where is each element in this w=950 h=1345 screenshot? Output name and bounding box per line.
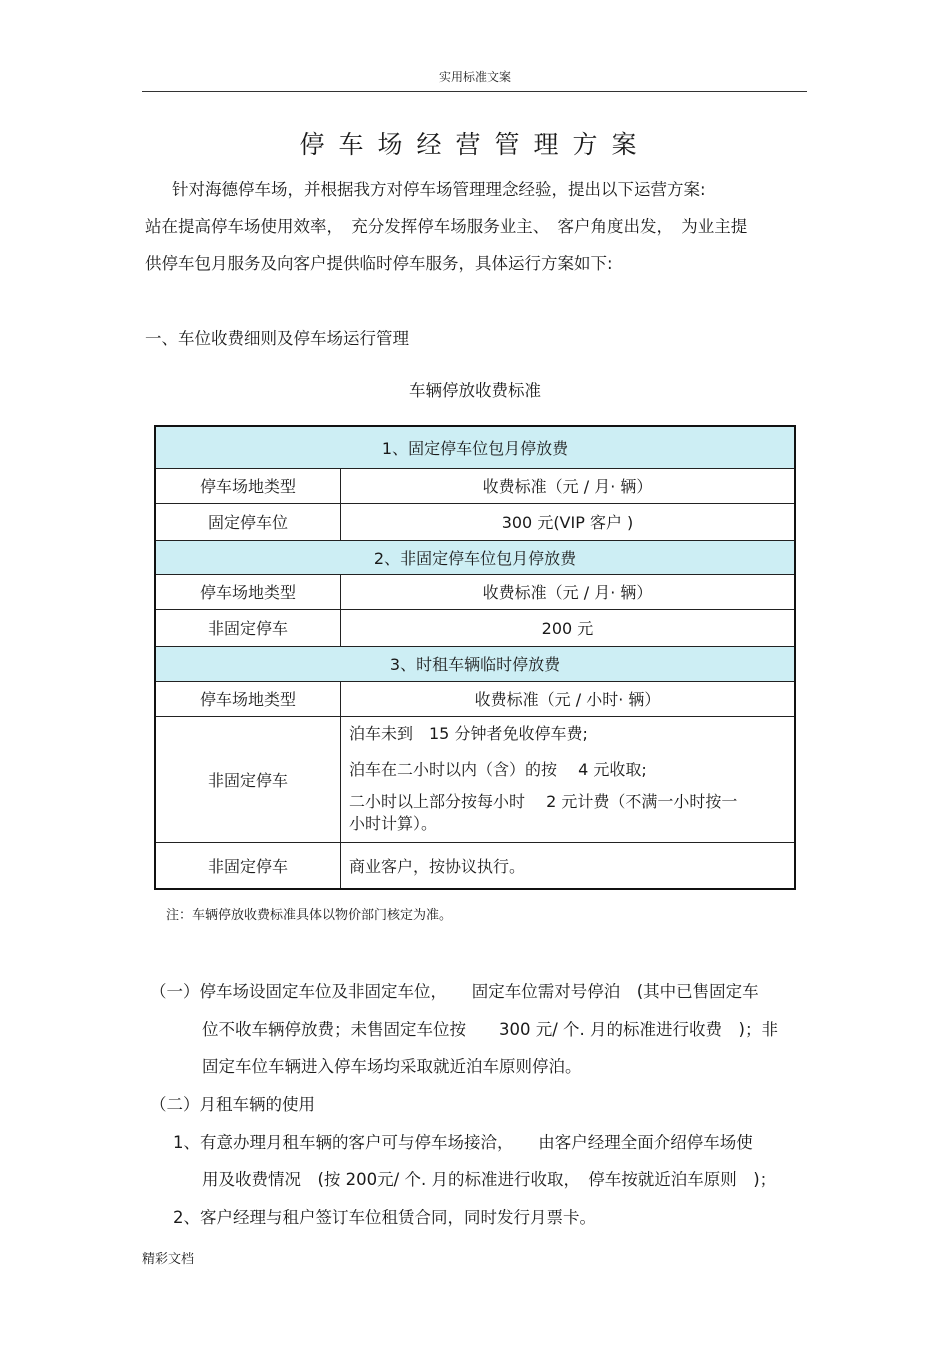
cell-type: 停车场地类型 [155,468,341,503]
band-hourly: 3、时租车辆临时停放费 [155,646,795,681]
intro-line-2: 站在提高停车场使用效率， 充分发挥停车场服务业主、 客户角度出发， 为业主提 [145,217,748,236]
fee-rule-line: 小时计算）。 [349,814,438,833]
cell-type: 非固定停车 [155,842,341,889]
table-row [155,716,795,842]
cell-type: 停车场地类型 [155,574,341,609]
fee-rule-line: 二小时以上部分按每小时 2 元计费（不满一小时按一 [349,792,738,811]
page-header: 实用标准文案 [438,70,511,84]
cell-fee: 200 元 [341,609,796,646]
page-footer: 精彩文档 [142,1252,195,1267]
table-row [155,842,795,889]
cell-fee: 收费标准（元 / 月· 辆） [341,468,796,503]
cell-fee: 收费标准（元 / 小时· 辆） [341,681,796,716]
cell-fee: 商业客户，按协议执行。 [341,842,796,889]
cell-type: 固定停车位 [155,503,341,540]
body-para-1-line-2: 位不收车辆停放费；未售固定车位按 300 元/ 个. 月的标准进行收费 )；非 [202,1020,778,1039]
body-item-2: 2、客户经理与租户签订车位租赁合同，同时发行月票卡。 [173,1208,596,1227]
cell-fee: 收费标准（元 / 月· 辆） [341,574,796,609]
table-row [155,574,795,609]
fee-rule-line: 泊车在二小时以内（含）的按 4 元收取; [349,760,647,779]
body-para-1-line-3: 固定车位车辆进入停车场均采取就近泊车原则停泊。 [202,1057,582,1076]
table-band-row [155,646,795,681]
cell-fee: 300 元(VIP 客户 ) [341,503,796,540]
table-row [155,681,795,716]
cell-type: 停车场地类型 [155,681,341,716]
band-monthly-fixed: 1、固定停车位包月停放费 [155,426,795,468]
section-heading-1: 一、车位收费细则及停车场运行管理 [145,329,409,348]
band-monthly-nonfixed: 2、非固定停车位包月停放费 [155,540,795,574]
document-title: 停车场经营管理方案 [299,130,651,159]
cell-type: 非固定停车 [155,609,341,646]
body-item-1-line-1: 1、有意办理月租车辆的客户可与停车场接洽， 由客户经理全面介绍停车场使 [173,1133,753,1152]
body-item-1-line-2: 用及收费情况 (按 200元/ 个. 月的标准进行收取， 停车按就近泊车原则 )； [202,1170,777,1189]
fee-table [154,425,796,890]
header-rule [142,91,807,92]
table-band-row [155,426,795,468]
table-note: 注：车辆停放收费标准具体以物价部门核定为准。 [166,908,453,923]
intro-line-1: 针对海德停车场，并根据我方对停车场管理理念经验，提出以下运营方案: [172,180,706,199]
table-row [155,609,795,646]
fee-rule-line: 泊车未到 15 分钟者免收停车费; [349,724,588,743]
intro-line-3: 供停车包月服务及向客户提供临时停车服务，具体运行方案如下: [145,254,613,273]
cell-fee-rules [341,716,796,842]
body-para-1-line-1: （一）停车场设固定车位及非固定车位， 固定车位需对号停泊 (其中已售固定车 [150,982,759,1001]
table-row [155,503,795,540]
body-para-2-heading: （二）月租车辆的使用 [150,1095,315,1114]
table-row [155,468,795,503]
cell-type: 非固定停车 [155,716,341,842]
table-band-row [155,540,795,574]
table-title: 车辆停放收费标准 [409,381,541,400]
